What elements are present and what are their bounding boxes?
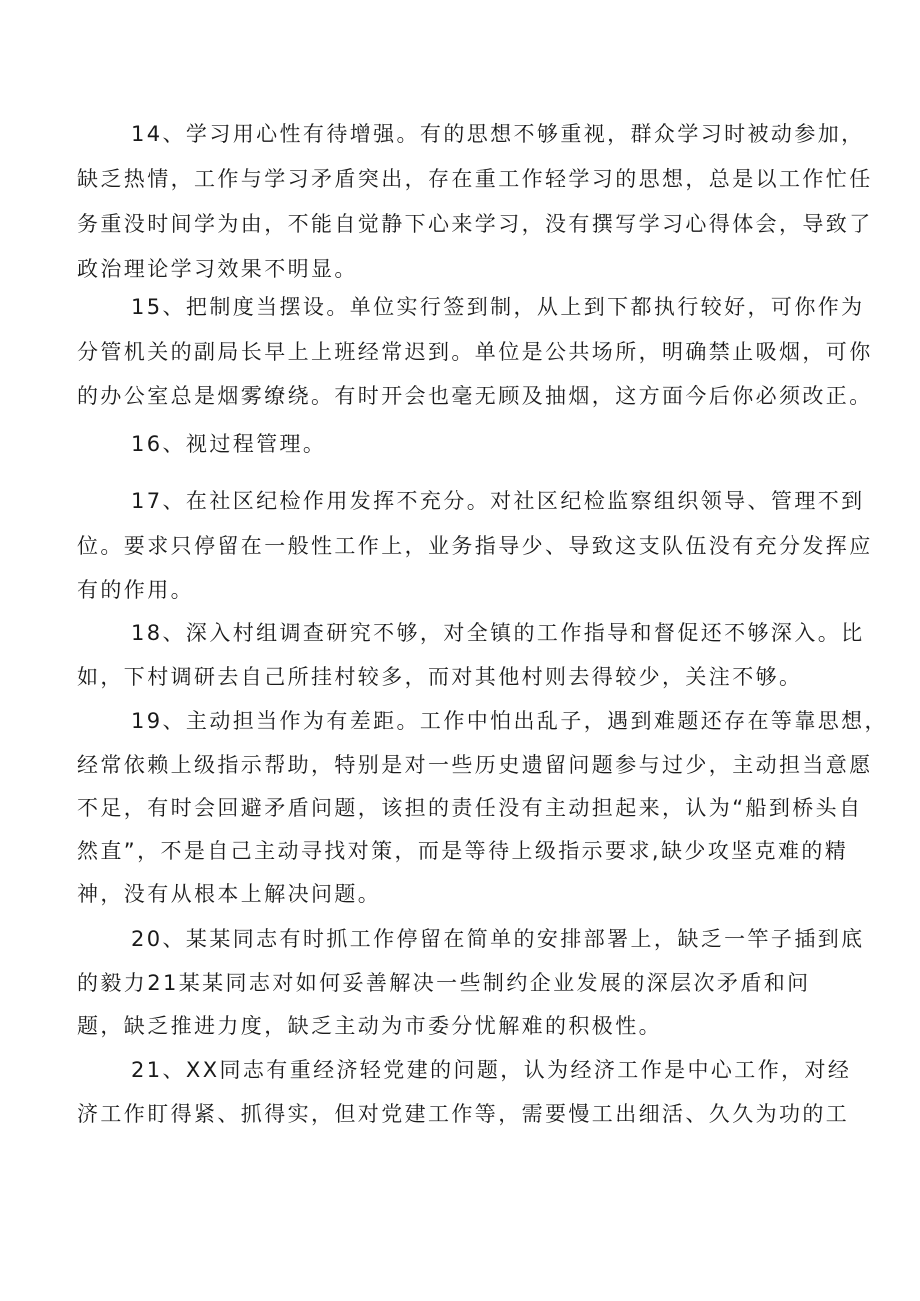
text-line: 16、视过程管理。 <box>131 432 327 456</box>
text-line: 20、某某同志有时抓工作停留在简单的安排部署上，缺乏一竿子插到底 <box>131 927 865 951</box>
text-line: 有的作用。 <box>77 578 194 602</box>
text-line: 题，缺乏推进力度，缺乏主动为市委分忧解难的积极性。 <box>77 1014 662 1038</box>
text-line: 19、主动担当作为有差距。工作中怕出乱子，遇到难题还存在等靠思想， <box>131 709 888 733</box>
text-line: 务重没时间学为由，不能自觉静下心来学习，没有撰写学习心得体会，导致了 <box>77 212 873 236</box>
text-line: 如，下村调研去自己所挂村较多，而对其他村则去得较少，关注不够。 <box>77 665 803 689</box>
text-line: 分管机关的副局长早上上班经常迟到。单位是公共场所，明确禁止吸烟，可你 <box>77 340 873 364</box>
text-line: 的毅力21某某同志对如何妥善解决一些制约企业发展的深层次矛盾和问 <box>77 971 811 995</box>
text-line: 15、把制度当摆设。单位实行签到制，从上到下都执行较好，可你作为 <box>131 295 865 319</box>
text-line: 18、深入村组调查研究不够，对全镇的工作指导和督促还不够深入。比 <box>131 621 865 645</box>
text-line: 济工作盯得紧、抓得实，但对党建工作等，需要慢工出细活、久久为功的工 <box>77 1102 850 1126</box>
text-line: 不足，有时会回避矛盾问题，该担的责任没有主动担起来，认为“船到桥头自 <box>77 796 863 820</box>
text-line: 的办公室总是烟雾缭绕。有时开会也毫无顾及抽烟，这方面今后你必须改正。 <box>77 384 873 408</box>
text-line: 经常依赖上级指示帮助，特别是对一些历史遗留问题参与过少，主动担当意愿 <box>77 753 873 777</box>
text-line: 政治理论学习效果不明显。 <box>77 257 358 281</box>
text-line: 然直”，不是自己主动寻找对策，而是等待上级指示要求,缺少攻坚克难的精 <box>77 839 849 863</box>
text-line: 神，没有从根本上解决问题。 <box>77 882 382 906</box>
text-line: 14、学习用心性有待增强。有的思想不够重视，群众学习时被动参加， <box>131 122 865 146</box>
text-line: 缺乏热情，工作与学习矛盾突出，存在重工作轻学习的思想，总是以工作忙任 <box>77 167 873 191</box>
text-line: 17、在社区纪检作用发挥不充分。对社区纪检监察组织领导、管理不到 <box>131 489 865 513</box>
text-line: 21、XX同志有重经济轻党建的问题，认为经济工作是中心工作，对经 <box>131 1058 852 1082</box>
text-line: 位。要求只停留在一般性工作上，业务指导少、导致这支队伍没有充分发挥应 <box>77 534 873 558</box>
